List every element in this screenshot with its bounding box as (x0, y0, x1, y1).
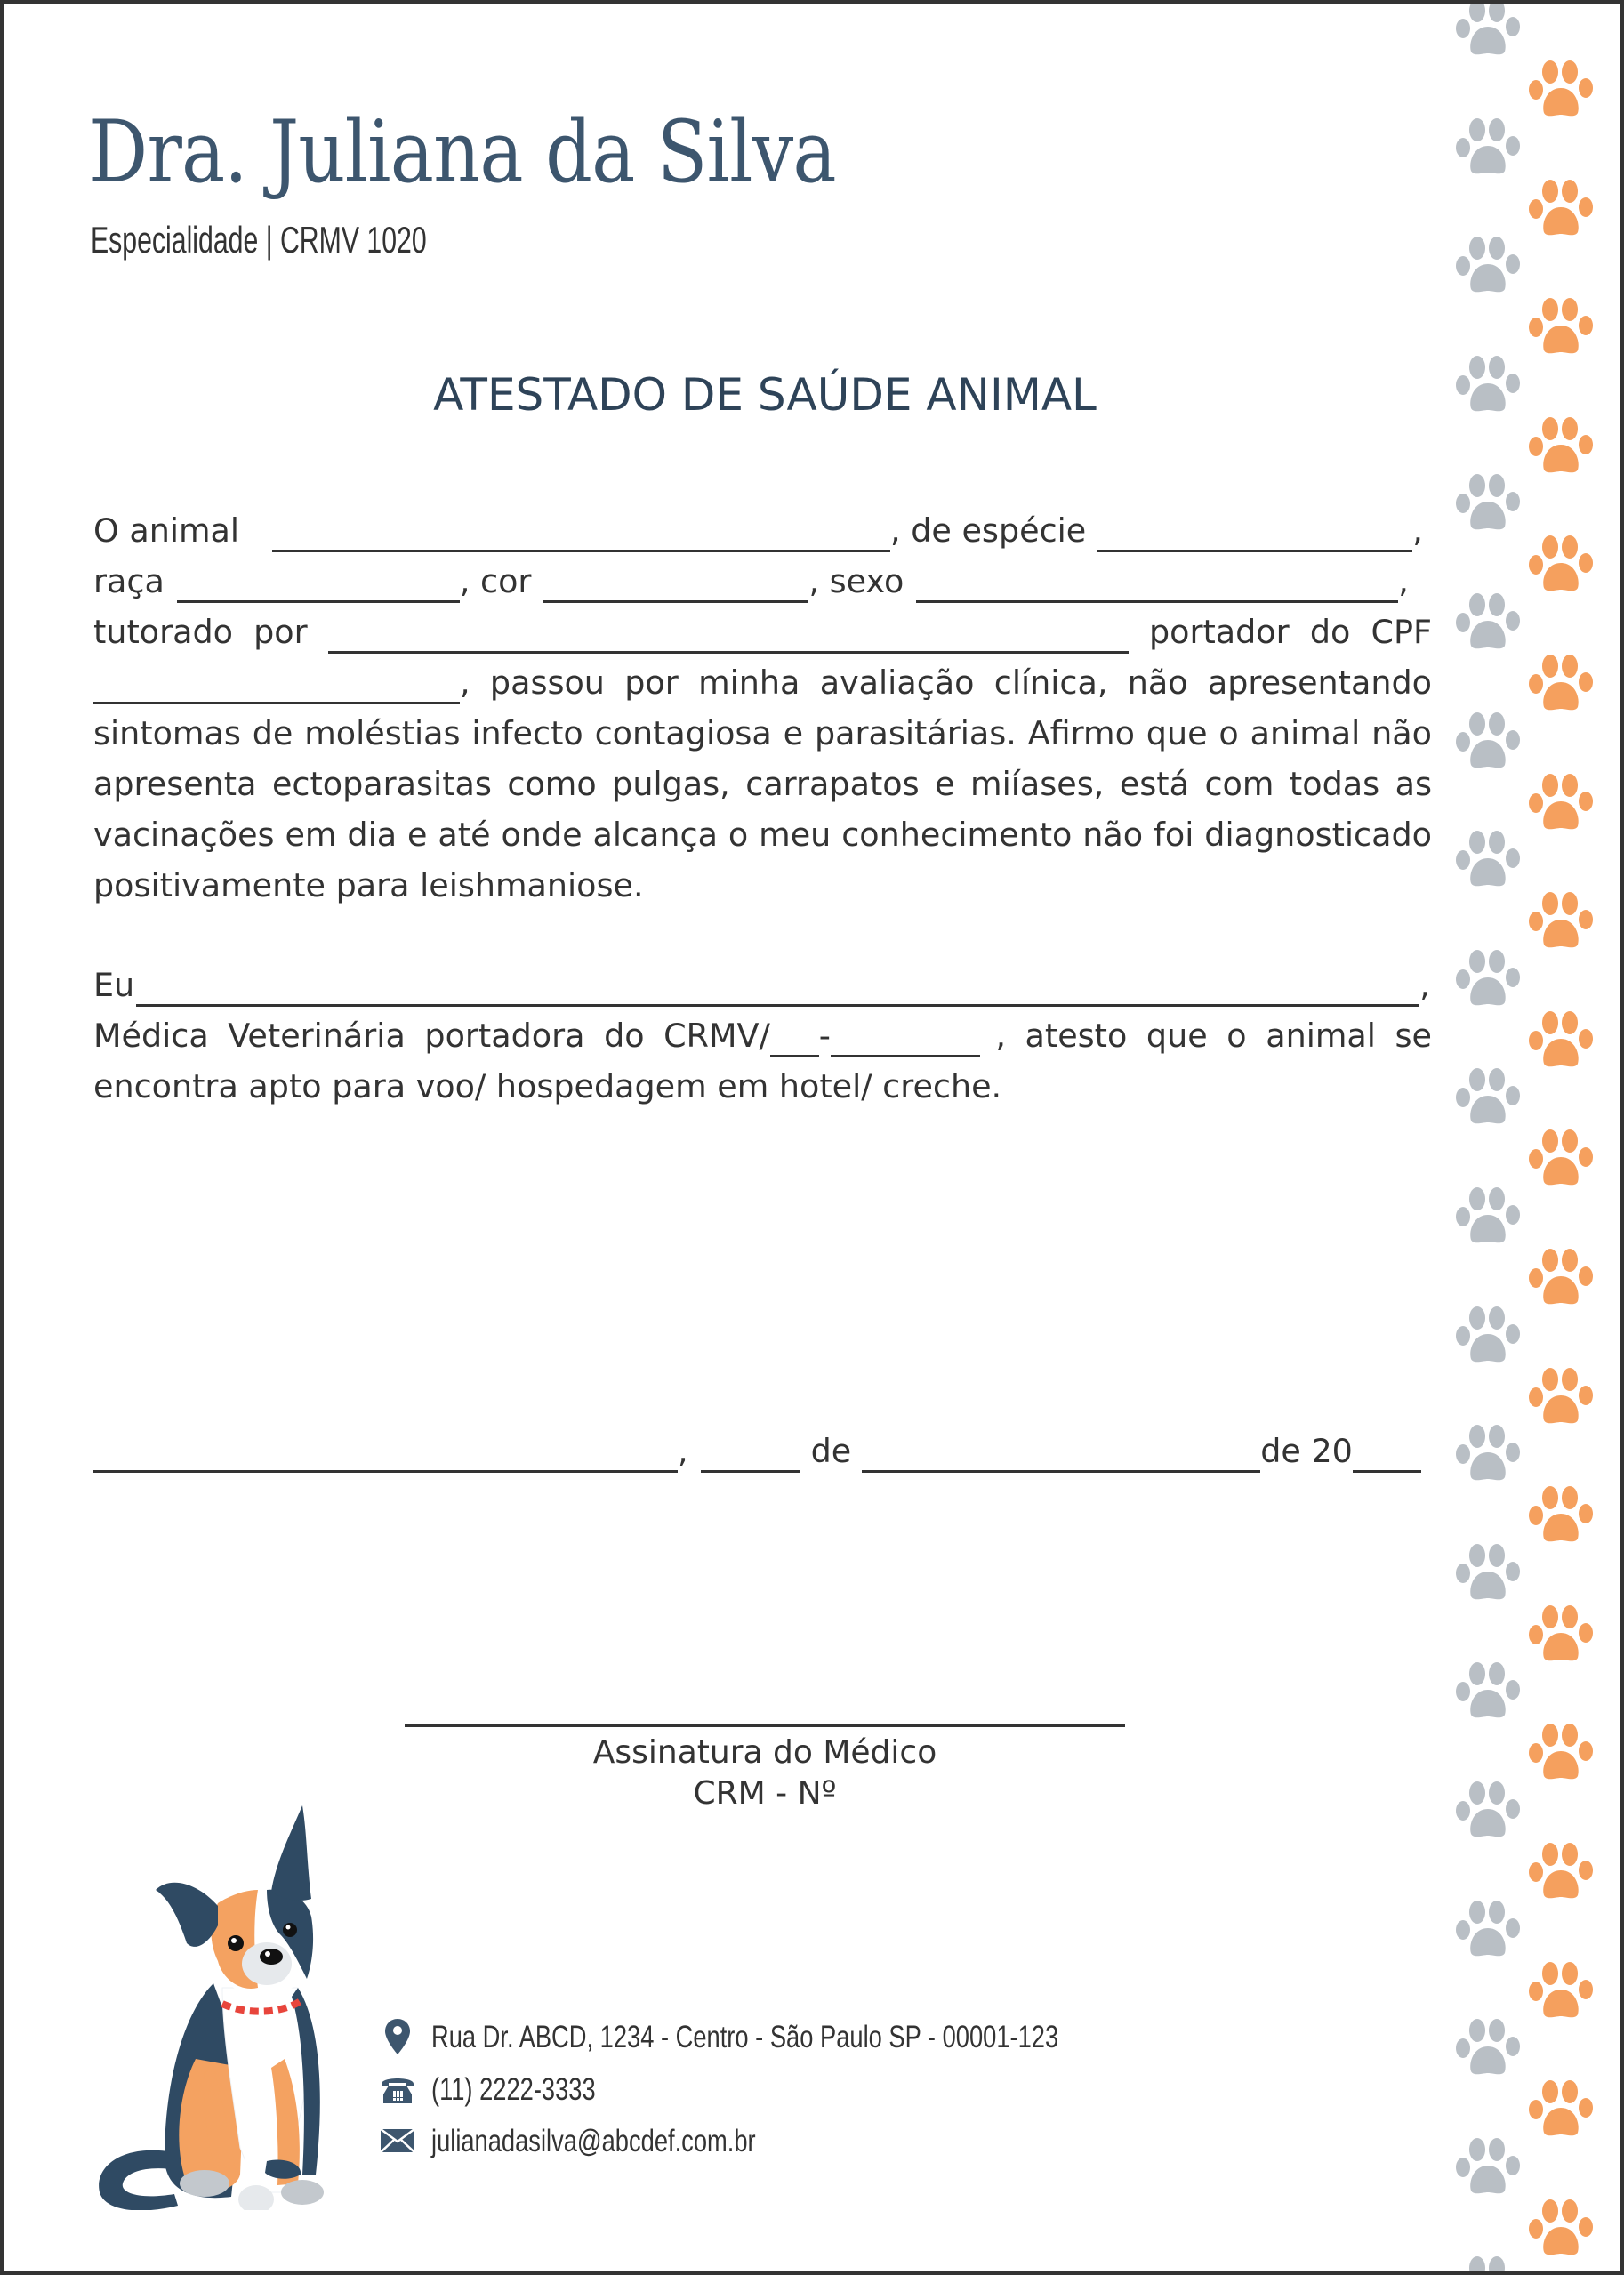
form-line-vet-name (93, 957, 1432, 1004)
paw-print-orange-icon (1529, 1959, 1593, 2020)
paw-print-gray-icon (1456, 234, 1520, 294)
paw-print-orange-icon (1529, 1246, 1593, 1306)
year-blank[interactable] (1353, 1470, 1421, 1473)
paragraph-line (93, 807, 1432, 854)
crmv-state-blank[interactable] (770, 1055, 819, 1057)
contact-phone (378, 2070, 642, 2109)
paragraph-line (93, 857, 1432, 902)
apto-text: encontra apto para voo/ hospedagem em hotel/ creche. (93, 1066, 1002, 1105)
paw-print-gray-icon (1456, 1898, 1520, 1958)
label-eu: Eu (93, 965, 135, 1004)
contact-address (378, 2017, 1235, 2056)
phone-link[interactable]: (11) 2222-3333 (431, 2071, 596, 2107)
label-por: por (253, 612, 308, 651)
email-link[interactable]: julianadasilva@abcdef.com.br (431, 2123, 756, 2158)
species-blank[interactable] (1097, 550, 1412, 552)
paw-print-gray-icon (1456, 1541, 1520, 1602)
label-portador: portador (1148, 612, 1290, 651)
signature-line[interactable] (405, 1724, 1125, 1727)
address-text: Rua Dr. ABCD, 1234 - Centro - São Paulo SP - 00001-123 (431, 2019, 1059, 2054)
signature-label: Assinatura do Médico (592, 1734, 937, 1771)
vet-name-blank[interactable] (136, 1004, 1419, 1007)
comma: , (678, 1431, 688, 1470)
paw-print-orange-icon (1529, 533, 1593, 593)
crmv-group (93, 1016, 980, 1055)
paw-print-orange-icon (1529, 295, 1593, 356)
paw-print-gray-icon (1456, 1422, 1520, 1483)
paw-print-orange-icon (1529, 177, 1593, 237)
paw-print-gray-icon (1456, 116, 1520, 176)
comma: , (1412, 510, 1423, 550)
doctor-name: Dra. Juliana da Silva (89, 102, 836, 202)
breed-blank[interactable] (177, 600, 460, 603)
dash: - (818, 1016, 831, 1055)
paragraph-text: apresenta ectoparasitas como pulgas, carrapatos e miíases, está com todas as (93, 764, 1432, 803)
paw-print-gray-icon (1456, 1779, 1520, 1839)
paw-print-gray-icon (1456, 471, 1520, 532)
day-blank[interactable] (701, 1470, 800, 1473)
label-cor: , cor (459, 561, 532, 600)
contact-email (378, 2121, 847, 2160)
paragraph-text: positivamente para leishmaniose. (93, 865, 644, 904)
crm-number-label: CRM - Nº (693, 1775, 837, 1812)
label-raca: raça (93, 561, 165, 600)
paw-print-gray-icon (1456, 4, 1520, 57)
paw-print-gray-icon (1456, 1185, 1520, 1245)
label-tutorado: tutorado (93, 612, 233, 651)
paragraph-text: vacinações em dia e até onde alcança o meu conhecimento não foi diagnosticado (93, 815, 1432, 854)
paw-print-gray-icon (1456, 2135, 1520, 2196)
comma: , (1419, 965, 1430, 1004)
paw-print-orange-icon (1529, 652, 1593, 712)
label-de: de (810, 1431, 852, 1470)
form-line-crmv (93, 1008, 1432, 1055)
label-atesto: , atesto que o animal se (995, 1016, 1432, 1055)
paw-print-orange-icon (1529, 58, 1593, 118)
paragraph-text: sintomas de moléstias infecto contagiosa e parasitárias. Afirmo que o animal não (93, 713, 1432, 752)
paragraph-line (93, 756, 1432, 803)
paw-print-orange-icon (1529, 1365, 1593, 1426)
color-blank[interactable] (543, 600, 808, 603)
paw-print-orange-icon (1529, 1127, 1593, 1187)
label-sexo: , sexo (808, 561, 904, 600)
telephone-icon (378, 2070, 417, 2109)
paw-print-gray-icon (1456, 353, 1520, 414)
tutor-blank[interactable] (328, 651, 1129, 654)
envelope-icon (378, 2121, 417, 2160)
paw-print-gray-icon (1456, 1065, 1520, 1126)
paw-print-orange-icon (1529, 2078, 1593, 2138)
paw-print-orange-icon (1529, 1603, 1593, 1663)
form-line-tutor (93, 604, 1432, 651)
document-title: ATESTADO DE SAÚDE ANIMAL (433, 369, 1097, 421)
paw-print-gray-icon (1456, 2016, 1520, 2077)
form-line-breed (93, 553, 1432, 598)
clinical-eval-text: , passou por minha avaliação clínica, não apresentando (460, 663, 1432, 702)
label-de-20: de 20 (1260, 1431, 1353, 1470)
form-line-cpf (93, 655, 1432, 702)
paw-print-gray-icon (1456, 1660, 1520, 1720)
label-animal: O animal (93, 510, 240, 550)
form-line-animal (93, 502, 1432, 550)
paw-print-orange-icon (1529, 889, 1593, 950)
paw-print-border (1445, 4, 1614, 2271)
comma: , (1398, 561, 1409, 600)
label-cpf: CPF (1371, 612, 1432, 651)
sex-blank[interactable] (916, 600, 1398, 603)
paw-print-orange-icon (1529, 1721, 1593, 1781)
form-line-apto (93, 1058, 1432, 1103)
city-blank[interactable] (93, 1470, 678, 1473)
date-line (93, 1423, 1432, 1470)
paw-print-orange-icon (1529, 771, 1593, 832)
paw-print-orange-icon (1529, 1009, 1593, 1069)
paw-print-gray-icon (1456, 591, 1520, 651)
crmv-number-blank[interactable] (831, 1055, 980, 1057)
paw-print-orange-icon (1529, 2197, 1593, 2257)
paw-print-orange-icon (1529, 1483, 1593, 1544)
paw-print-gray-icon (1456, 947, 1520, 1008)
paw-print-gray-icon (1456, 710, 1520, 770)
paw-print-orange-icon (1529, 1840, 1593, 1901)
paragraph-line (93, 705, 1432, 750)
cpf-blank[interactable] (93, 702, 460, 704)
label-especie: , de espécie (890, 510, 1087, 550)
month-blank[interactable] (862, 1470, 1260, 1473)
label-do: do (1309, 612, 1351, 651)
dog-illustration (89, 1801, 347, 2210)
paw-print-orange-icon (1529, 414, 1593, 475)
animal-name-blank[interactable] (272, 550, 890, 552)
paw-print-gray-icon (1456, 828, 1520, 888)
doctor-specialty: Especialidade | CRMV 1020 (91, 219, 427, 261)
paw-print-gray-icon (1456, 2254, 1520, 2271)
map-pin-icon (378, 2017, 417, 2056)
paw-print-gray-icon (1456, 1304, 1520, 1364)
label-medica: Médica Veterinária portadora do CRMV/ (93, 1016, 770, 1055)
